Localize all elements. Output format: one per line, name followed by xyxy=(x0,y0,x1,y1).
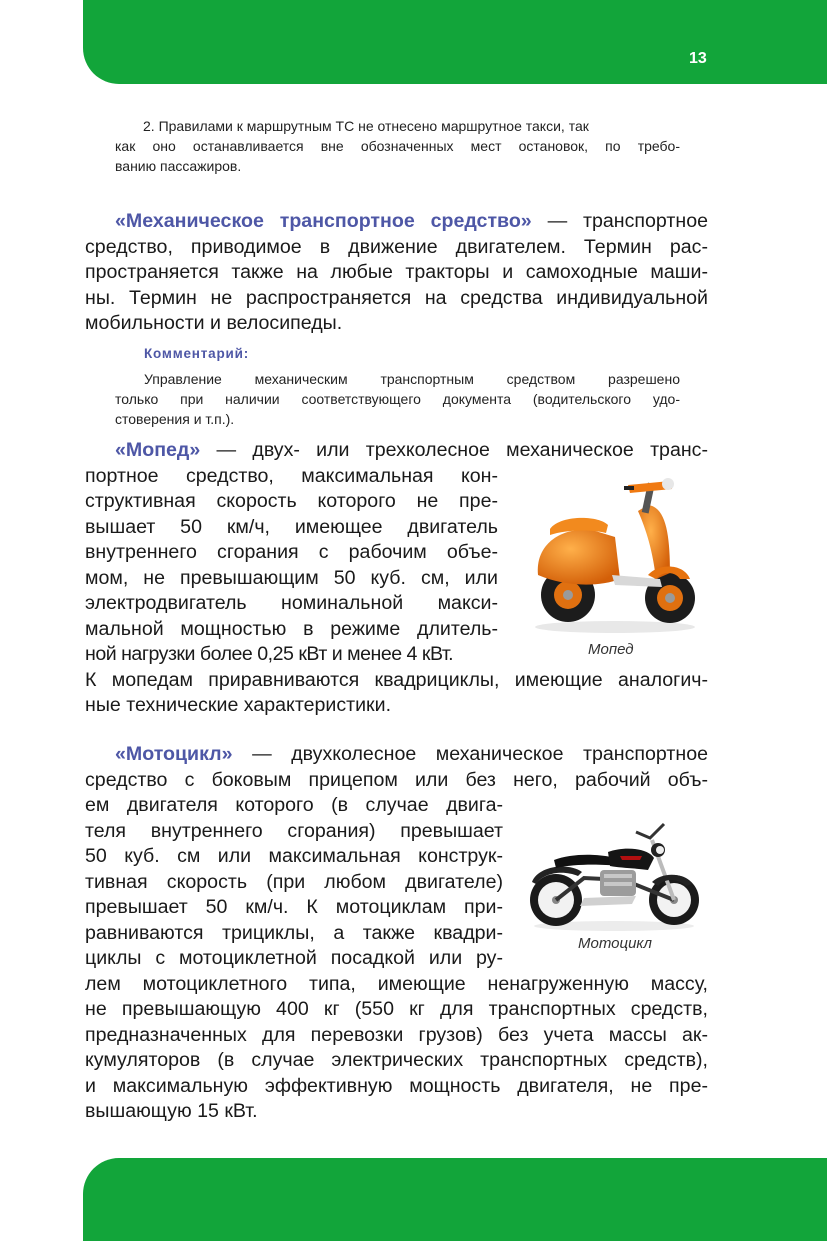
comment-text xyxy=(115,369,680,429)
paragraph-line: средство, приводимое в движение двигателем. Термин рас- xyxy=(85,235,708,258)
moped-definition: «Мопед» — двух- или трехколесное механическое транс- портное средство, максимальная кон- структивная скорость которого не пре- вышает 50 км/ч, имеющее двигатель внутреннего сгорания с рабочим объе- мом, не превышающим 50 куб. см, или электродвигатель номинальной макси- мальной мощностью в режиме длитель- ной нагрузки более 0,25 кВт и менее 4 кВт. К мопедам приравниваются квадрициклы, имеющие аналогич- ные технические характеристики. xyxy=(85,438,708,719)
paragraph-line: вышает 50 км/ч, имеющее двигатель xyxy=(85,515,498,538)
paragraph-line: К мопедам приравниваются квадрициклы, имеющие аналогич- xyxy=(85,668,708,691)
paragraph-line: мом, не превышающим 50 куб. см, или xyxy=(85,566,498,589)
paragraph-line: ной нагрузки более 0,25 кВт и менее 4 кВт. xyxy=(85,643,454,665)
comment-line: только при наличии соответствующего документа (водительского удо- xyxy=(115,391,680,407)
paragraph-line: вышающую 15 кВт. xyxy=(85,1100,258,1122)
note-line: ванию пассажиров. xyxy=(115,158,242,174)
paragraph-line: циклы с мотоциклетной посадкой или ру- xyxy=(85,947,503,969)
paragraph-line: лем мотоциклетного типа, имеющие ненагруженную массу, xyxy=(85,972,708,995)
paragraph-line: 50 куб. см или максимальная конструк- xyxy=(85,845,503,867)
paragraph-line: кумуляторов (в случае электрических транспортных средств), xyxy=(85,1049,708,1071)
paragraph-line: равниваются трициклы, а также квадри- xyxy=(85,921,503,944)
page-number: 13 xyxy=(689,50,707,67)
paragraph-line: ем двигателя которого (в случае двига- xyxy=(85,794,503,816)
motorcycle-caption: Мотоцикл xyxy=(578,935,652,952)
paragraph-line: ны. Термин не распространяется на средства индивидуальной xyxy=(85,286,708,309)
paragraph-line: электродвигатель номинальной макси- xyxy=(85,592,498,614)
comment-line: Управление механическим транспортным средством разрешено xyxy=(144,371,680,387)
header-band xyxy=(83,0,827,84)
motorcycle-definition: «Мотоцикл» — двухколесное механическое транспортное средство с боковым прицепом или без него, рабочий объ- ем двигателя которого (в случае двига- теля внутреннего сгорания) превышает 50 куб. см или максимальная конструк- тивная скорость (при любом двигателе) превышает 50 км/ч. К мотоциклам при- равниваются трициклы, а также квадри- циклы с мотоциклетной посадкой или ру- лем мотоциклетного типа, имеющие ненагруженную массу, не превышающую 400 кг (550 кг для транспортных средств, предназначенных для перевозки грузов) без учета массы ак- кумуляторов (в случае электрических транспортных средств), и максимальную эффективную мощность двигателя, не пре- вышающую 15 кВт. xyxy=(85,742,708,1125)
paragraph-line: средство с боковым прицепом или без него, рабочий объ- xyxy=(85,768,708,791)
paragraph-line: тивная скорость (при любом двигателе) xyxy=(85,870,503,893)
paragraph-line: ные технические характеристики. xyxy=(85,694,392,716)
term-mech-vehicle: «Механическое транспортное средство» xyxy=(115,210,532,232)
note-2 xyxy=(115,116,680,176)
paragraph-line: внутреннего сгорания с рабочим объе- xyxy=(85,541,498,563)
comment-line: стоверения и т.п.). xyxy=(115,411,235,427)
paragraph-line: теля внутреннего сгорания) превышает xyxy=(85,819,503,842)
term-moped: «Мопед» xyxy=(115,439,201,461)
paragraph-line: пространяется также на любые тракторы и самоходные маши- xyxy=(85,261,708,283)
note-line: 2. Правилами к маршрутным ТС не отнесено маршрутное такси, так xyxy=(143,118,589,134)
paragraph-line: и максимальную эффективную мощность двигателя, не пре- xyxy=(85,1074,708,1097)
motorcycle-image xyxy=(524,810,704,932)
moped-caption: Мопед xyxy=(588,641,634,658)
moped-image xyxy=(520,475,710,635)
paragraph-line: не превышающую 400 кг (550 кг для транспортных средств, xyxy=(85,998,708,1020)
note-line: как оно останавливается вне обозначенных мест остановок, по требо- xyxy=(115,138,680,154)
paragraph-line: превышает 50 км/ч. К мотоциклам при- xyxy=(85,896,503,918)
mech-vehicle-definition: «Механическое транспортное средство» — транспортное средство, приводимое в движение двигателем. Термин рас- пространяется также на любые тракторы и самоходные маши- ны. Термин не распространяется на средства индивидуальной мобильности и велосипеды. xyxy=(85,209,708,337)
comment-heading: Комментарий: xyxy=(144,346,250,361)
paragraph-line: структивная скорость которого не пре- xyxy=(85,490,498,512)
term-motorcycle: «Мотоцикл» xyxy=(115,743,233,765)
paragraph-line: мобильности и велосипеды. xyxy=(85,312,343,334)
paragraph-line: мальной мощностью в режиме длитель- xyxy=(85,617,498,640)
paragraph-line: портное средство, максимальная кон- xyxy=(85,464,498,487)
paragraph-line: предназначенных для перевозки грузов) без учета массы ак- xyxy=(85,1023,708,1046)
footer-band xyxy=(83,1158,827,1241)
